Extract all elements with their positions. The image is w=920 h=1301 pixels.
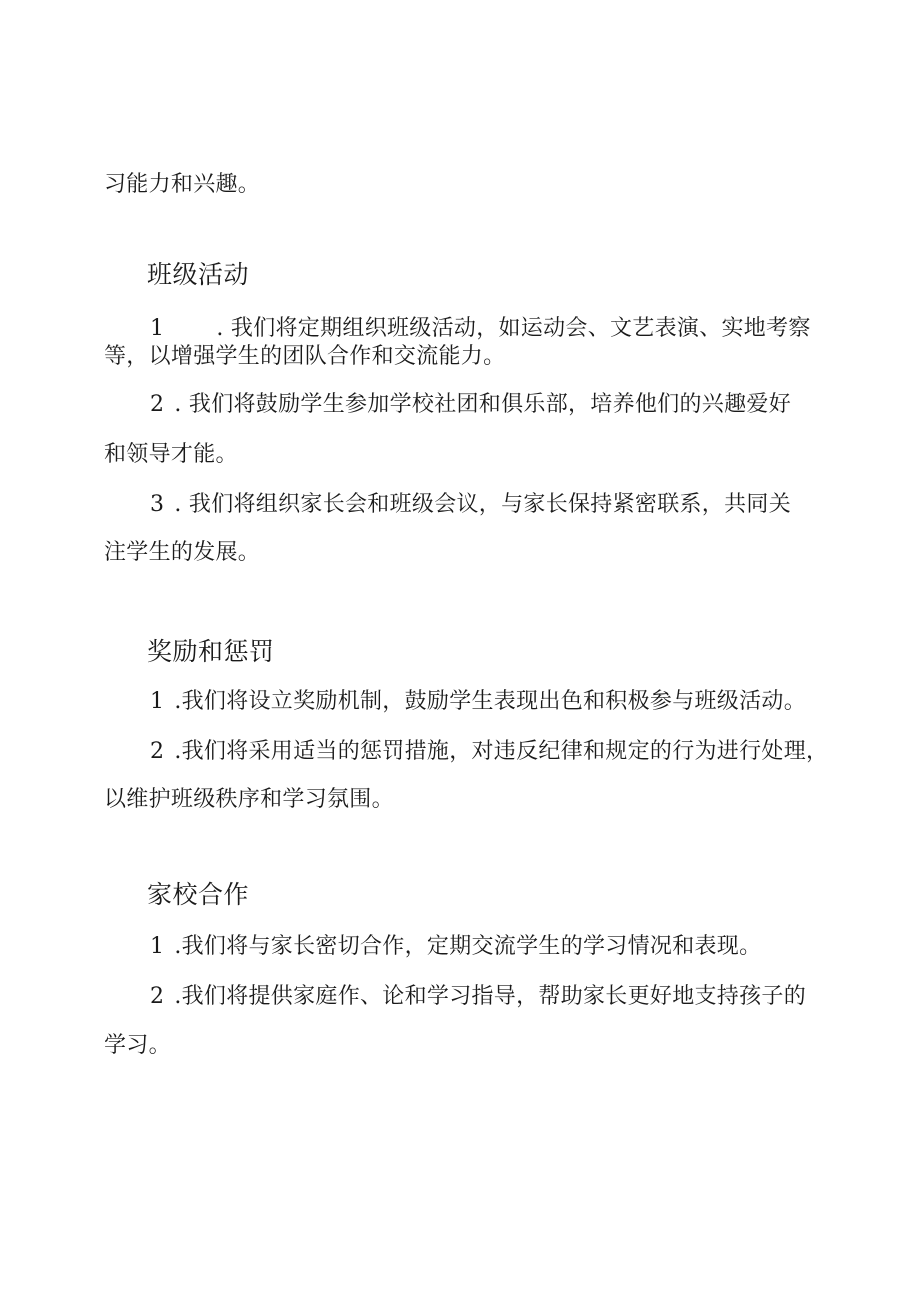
item-number: 3 <box>150 492 165 517</box>
list-item <box>150 932 761 962</box>
list-item-continuation: 注学生的发展。 <box>104 540 261 565</box>
list-item <box>150 490 791 520</box>
list-item <box>150 390 791 420</box>
item-text: .我们将设立奖励机制，鼓励学生表现出色和积极参与班级活动。 <box>174 689 807 714</box>
item-number: 2 <box>150 739 165 764</box>
section-heading-home-school-cooperation: 家校合作 <box>147 880 250 909</box>
item-text: . 我们将组织家长会和班级会议，与家长保持紧密联系，共同关 <box>174 492 792 517</box>
item-text: . 我们将鼓励学生参加学校社团和俱乐部，培养他们的兴趣爱好 <box>174 392 792 417</box>
item-number: 1 <box>150 934 165 959</box>
list-item <box>150 314 811 344</box>
list-item <box>150 737 828 767</box>
section-heading-rewards-punishments: 奖励和惩罚 <box>147 637 275 666</box>
item-number: 1 <box>150 316 165 341</box>
intro-continuation: 习能力和兴趣。 <box>104 172 261 197</box>
item-text: .我们将提供家庭作、论和学习指导，帮助家长更好地支持孩子的 <box>174 984 807 1009</box>
list-item-continuation: 和领导才能。 <box>104 442 238 467</box>
list-item-continuation: 等，以增强学生的团队合作和交流能力。 <box>104 344 506 369</box>
list-item <box>150 687 806 717</box>
section-heading-class-activities: 班级活动 <box>147 260 250 289</box>
item-text: .我们将与家长密切合作，定期交流学生的学习情况和表现。 <box>174 934 762 959</box>
item-number: 2 <box>150 984 165 1009</box>
list-item-continuation: 以维护班级秩序和学习氛围。 <box>104 787 394 812</box>
item-text: . 我们将定期组织班级活动，如运动会、文艺表演、实地考察 <box>216 316 811 341</box>
item-number: 1 <box>150 689 165 714</box>
list-item <box>150 982 806 1012</box>
item-text: .我们将采用适当的惩罚措施，对违反纪律和规定的行为进行处理， <box>174 739 829 764</box>
list-item-continuation: 学习。 <box>104 1033 171 1058</box>
item-number: 2 <box>150 392 165 417</box>
